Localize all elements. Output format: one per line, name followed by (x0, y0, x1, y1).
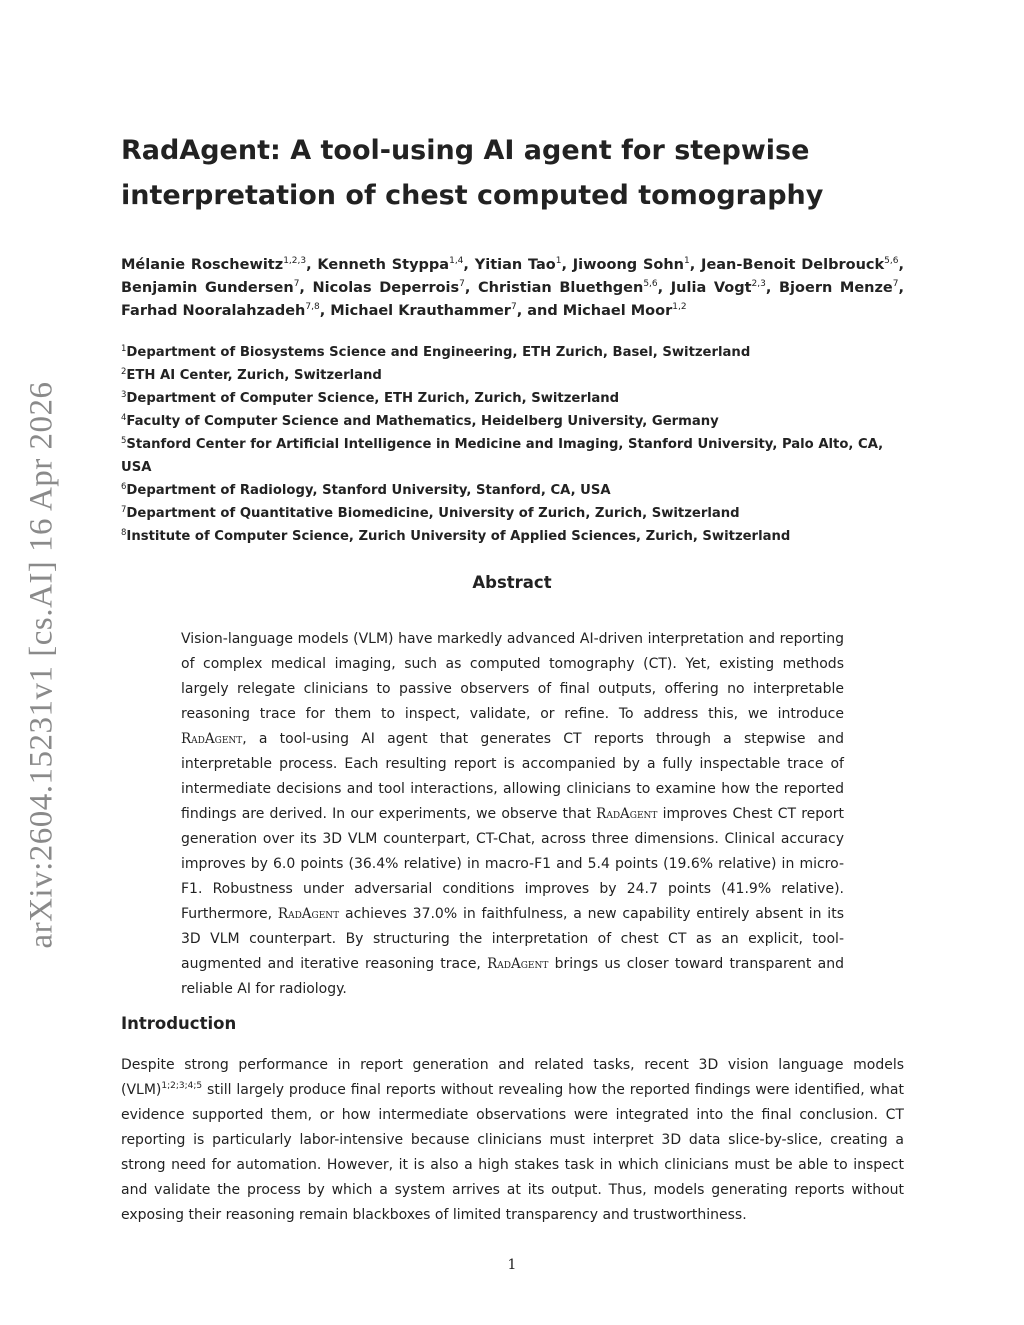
author-name: Nicolas Deperrois (312, 280, 460, 296)
citation-ref[interactable]: 1;2;3;4;5 (161, 1081, 203, 1091)
author-affil: 7 (510, 302, 517, 312)
affiliation-item (121, 502, 911, 525)
affiliation-number: 2 (121, 367, 127, 377)
affiliation-number: 5 (121, 436, 127, 446)
author-affil: 7 (892, 279, 899, 289)
affiliation-text: Faculty of Computer Science and Mathematics, Heidelberg University, Germany (126, 414, 719, 429)
author-list: Mélanie Roschewitz$^{1,2,3}$, Kenneth Styppa$^{1,4}$, Yitian Tao$^1$, Jiwoong Sohn$^1$, Jean-Benoit Delbrouck$^{5,6}$, Benjamin Gundersen$^7$, Nicolas Deperrois$^7$, Christian Bluethgen$^{5,6}$, Julia Vogt$^{2,3}$, Bjoern Menze$^7$, Farhad Nooralahzadeh$^{7,8}$, Michael Krauthammer$^7$, and Michael Moor$^{1,2}$ (121, 256, 905, 319)
author-affil: 5,6 (643, 279, 658, 289)
affiliation-text: ETH AI Center, Zurich, Switzerland (126, 368, 382, 383)
affiliation-list (121, 341, 911, 548)
author-name: Bjoern Menze (779, 280, 893, 296)
affiliation-number: 7 (121, 505, 127, 515)
author-affil: 1,2,3 (283, 256, 307, 266)
affiliation-text: Department of Radiology, Stanford University, Stanford, CA, USA (126, 483, 611, 498)
agent-name: RadAgent (277, 906, 340, 922)
affiliation-item (121, 387, 911, 410)
author-name: Kenneth Styppa (317, 257, 450, 273)
author-affil: 7 (459, 279, 465, 289)
affiliation-item (121, 341, 911, 364)
intro-part: still largely produce final reports without revealing how the reported findings were identified, what evidence supported them, or how intermediate observations were integrated into the final conclusion. CT reporting is particularly labor-intensive because clinicians must interpret 3D data slice-by-slice, creating a strong need for automation. However, it is also a high stakes task in which clinicians must be able to inspect and validate the process by which a system arrives at its output. Thus, models generating reports without exposing their reasoning remain blackboxes of limited transparency and trustworthiness. (121, 1082, 904, 1223)
affiliation-number: 6 (121, 482, 127, 492)
author-name: Mélanie Roschewitz (121, 257, 284, 273)
affiliation-text: Department of Biosystems Science and Engineering, ETH Zurich, Basel, Switzerland (126, 345, 751, 360)
affiliation-number: 4 (121, 413, 127, 423)
affiliation-text: Department of Quantitative Biomedicine, University of Zurich, Zurich, Switzerland (126, 506, 740, 521)
author-name: Benjamin Gundersen (121, 280, 294, 296)
page-number: 1 (507, 1257, 517, 1273)
author-affil: 1,2 (672, 302, 687, 312)
abstract-part: achieves 37.0% in faithfulness, a new capability entirely absent in its 3D VLM counterpart. By structuring the interpretation of chest CT as an explicit, tool-augmented and iterative reasoning trace, (181, 906, 844, 972)
arxiv-stamp: arXiv:2604.15231v1 [cs.AI] 16 Apr 2026 (23, 381, 60, 949)
abstract-part: Vision-language models (VLM) have markedly advanced AI-driven interpretation and reporting of complex medical imaging, such as computed tomography (CT). Yet, existing methods largely relegate clinicians to passive observers of final outputs, offering no interpretable reasoning trace for them to inspect, validate, or refine. To address this, we introduce (181, 631, 844, 722)
abstract-heading: Abstract (472, 573, 552, 592)
author-name: Julia Vogt (670, 280, 752, 296)
abstract-part: improves Chest CT report generation over its 3D VLM counterpart, CT-Chat, across three dimensions. Clinical accuracy improves by 6.0 points (36.4% relative) in macro-F1 and 5.4 points (19.6% relative) in micro-F1. Robustness under adversarial conditions improves by 24.7 points (41.9% relative). Furthermore, (181, 806, 844, 922)
agent-name: RadAgent (181, 731, 243, 747)
author-affil: 7,8 (305, 302, 320, 312)
author-name: Christian Bluethgen (478, 280, 644, 296)
affiliation-item (121, 364, 911, 387)
author-name: Jiwoong Sohn (572, 257, 685, 273)
agent-name: RadAgent (487, 956, 549, 972)
author-affil: 7 (293, 279, 300, 289)
author-affil: 1 (684, 256, 690, 266)
agent-name: RadAgent (596, 806, 658, 822)
affiliation-item (121, 525, 911, 548)
abstract-part: brings us closer toward transparent and reliable AI for radiology. (181, 956, 844, 997)
affiliation-text: Department of Computer Science, ETH Zurich, Zurich, Switzerland (126, 391, 620, 406)
abstract-part: , a tool-using AI agent that generates CT reports through a stepwise and interpretable process. Each resulting report is accompanied by a fully inspectable trace of intermediate decisions and tool interactions, allowing clinicians to examine how the reported findings are derived. In our experiments, we observe that (181, 731, 844, 822)
affiliation-item (121, 433, 911, 479)
author-affil: 1 (555, 256, 562, 266)
author-affil: 1,4 (449, 256, 464, 266)
intro-part: Despite strong performance in report generation and related tasks, recent 3D vision language models (VLM) (121, 1057, 904, 1098)
introduction-text (121, 1053, 904, 1228)
author-name: Farhad Nooralahzadeh (121, 303, 306, 319)
author-name: Michael Krauthammer (330, 303, 511, 319)
affiliation-item (121, 410, 911, 433)
introduction-heading: Introduction (121, 1014, 237, 1033)
affiliation-number: 8 (121, 528, 127, 538)
author-affil: 5,6 (884, 256, 899, 266)
author-name: Jean-Benoit Delbrouck (701, 257, 885, 273)
paper-title: RadAgent: A tool-using AI agent for stepwise interpretation of chest computed tomography (121, 135, 824, 211)
affiliation-text: Stanford Center for Artificial Intelligence in Medicine and Imaging, Stanford University, Palo Alto, CA, USA (121, 437, 884, 475)
author-affil: 2,3 (751, 279, 766, 289)
affiliation-item (121, 479, 911, 502)
abstract-text (181, 627, 844, 1002)
affiliation-number: 3 (121, 390, 127, 400)
author-name: Yitian Tao (474, 257, 556, 273)
affiliation-number: 1 (121, 344, 127, 354)
affiliation-text: Institute of Computer Science, Zurich University of Applied Sciences, Zurich, Switzerland (126, 529, 791, 544)
author-name: Michael Moor (562, 303, 673, 319)
